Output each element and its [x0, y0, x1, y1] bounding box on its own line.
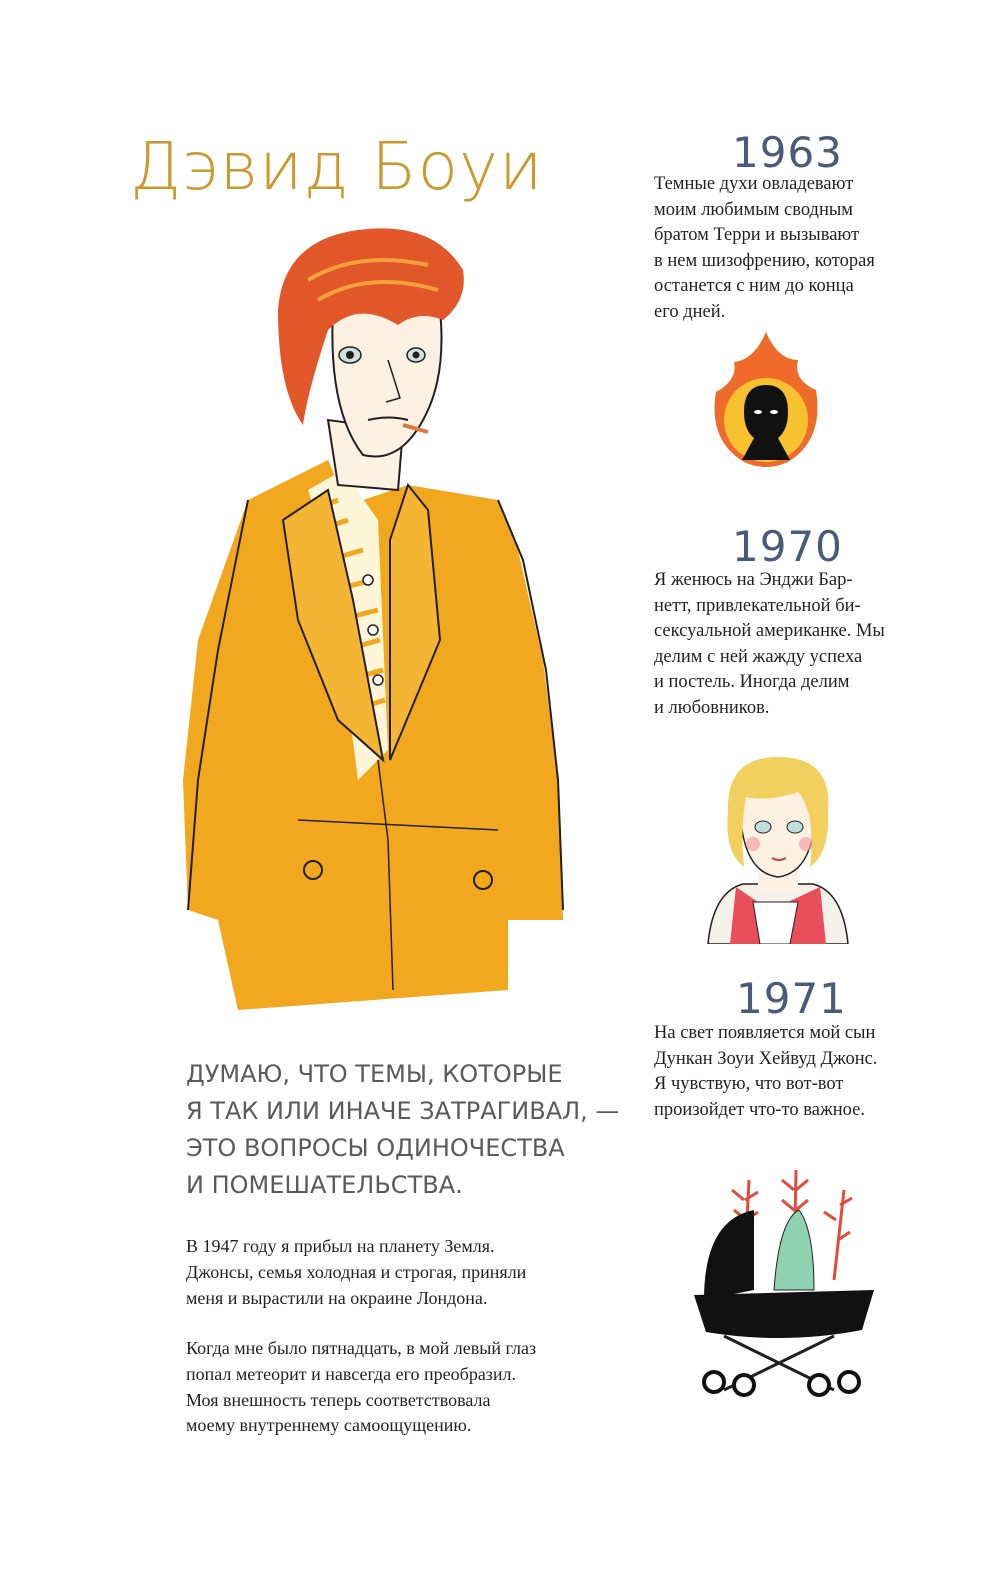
year-1963: 1963 — [732, 128, 843, 177]
timeline-text-1963: Темные духи овладевают моим любимым сводным братом Терри и вызывают в нем шизофрению, которая останется с ним до конца его дней. — [654, 174, 875, 322]
david-bowie-portrait — [178, 220, 588, 1040]
year-1970: 1970 — [732, 522, 843, 571]
angie-portrait — [698, 752, 858, 944]
pull-quote: ДУМАЮ, ЧТО ТЕМЫ, КОТОРЫЕ Я ТАК ИЛИ ИНАЧЕ ЗАТРАГИВАЛ, — ЭТО ВОПРОСЫ ОДИНОЧЕСТВА И ПОМЕШАТЕЛЬСТВА. — [186, 1060, 620, 1199]
page-title: Дэвид Боуи — [130, 128, 544, 205]
flame-silhouette-icon — [708, 330, 824, 470]
year-1971: 1971 — [736, 974, 847, 1023]
bio-paragraph-1: В 1947 году я прибыл на планету Земля. Джонсы, семья холодная и строгая, приняли меня и вырастили на окраине Лондона. — [186, 1236, 527, 1308]
timeline-text-1971: На свет появляется мой сын Дункан Зоуи Хейвуд Джонс. Я чувствую, что вот-вот произойдет что-то важное. — [654, 1023, 878, 1120]
pram-with-plants-icon — [684, 1160, 884, 1400]
timeline-text-1970: Я женюсь на Энджи Бар- нетт, привлекательной би- сексуальной американке. Мы делим с ней жажду успеха и постель. Иногда делим и любовников. — [654, 570, 885, 718]
bio-paragraph-2: Когда мне было пятнадцать, в мой левый глаз попал метеорит и навсегда его преобразил. Моя внешность теперь соответствовала моему внутреннему самоощущению. — [186, 1338, 537, 1436]
